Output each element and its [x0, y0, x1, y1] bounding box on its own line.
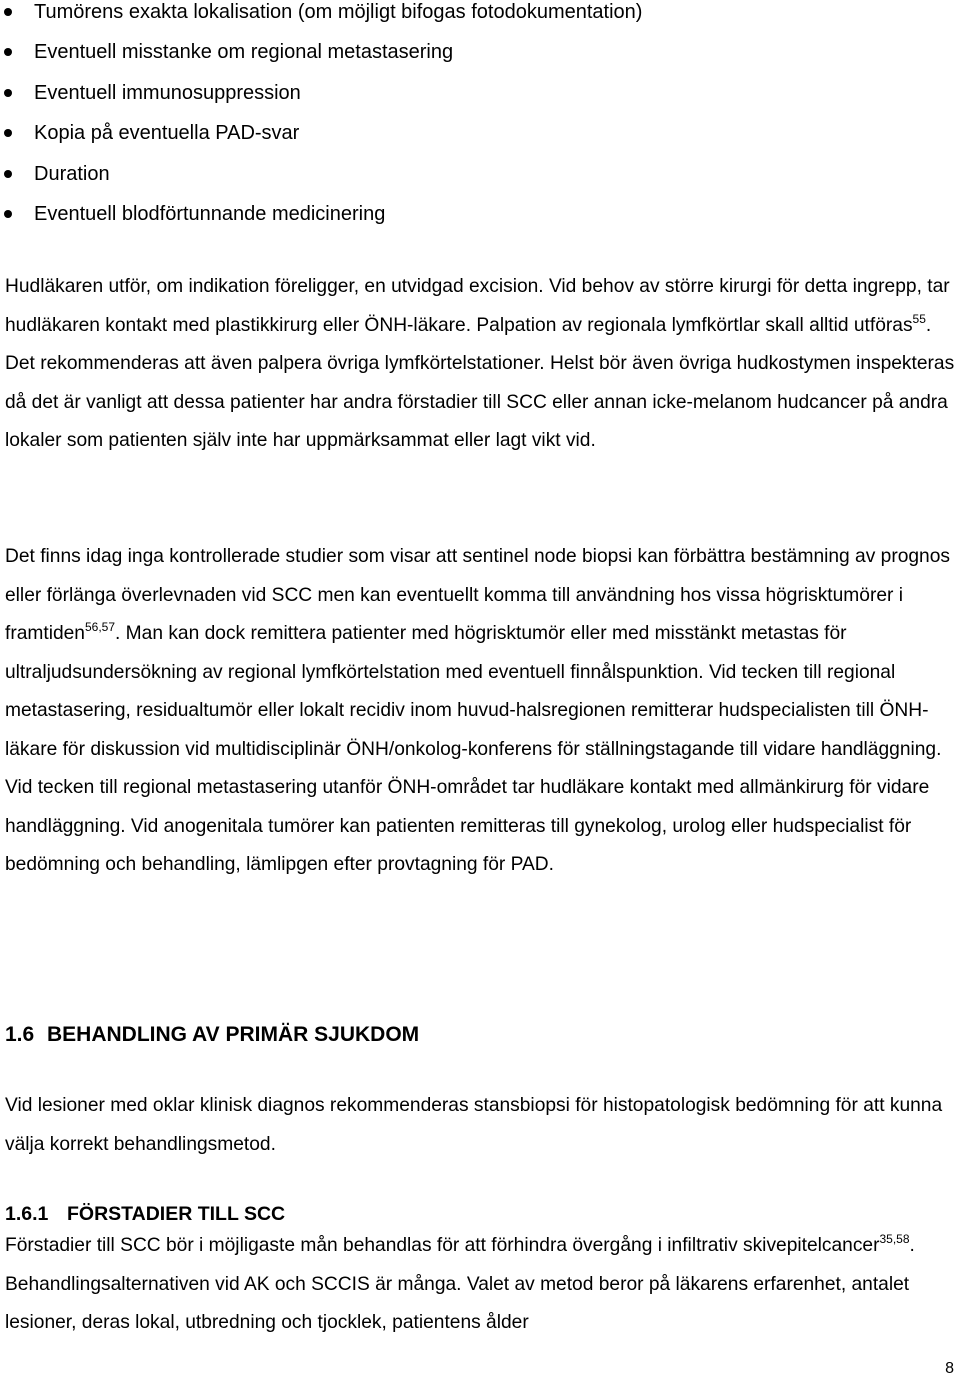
- reference-marker: 56,57: [84, 620, 116, 634]
- reference-marker: 35,58: [879, 1232, 910, 1246]
- bullet-text: Eventuell blodförtunnande medicinering: [34, 202, 386, 225]
- paragraph-excision: [5, 268, 955, 461]
- page-number: 8: [945, 1360, 954, 1377]
- paragraph-sentinel-node: [5, 538, 955, 885]
- bullet-text: Eventuell immunosuppression: [34, 81, 301, 104]
- section-title: BEHANDLING AV PRIMÄR SJUKDOM: [47, 1023, 420, 1046]
- section-number: 1.6: [5, 1023, 35, 1046]
- bullet-item: [0, 40, 930, 80]
- paragraph-text: . Det rekommenderas att även palpera övriga lymfkörtelstationer. Helst bör även övriga hudkostymen inspekteras då det är vanligt att dessa patienter har andra förstadier till SCC eller annan icke-melanom hudcancer på andra lokaler som patienten själv inte har uppmärksammat eller lagt vikt vid.: [5, 314, 955, 451]
- paragraph-text: . Man kan dock remittera patienter med högrisktumör eller med misstänkt metastas för ultraljudsundersökning av regional lymfkörtelstation med eventuell finnålspunktion. Vid tecken till regional metastasering, residualtumör eller lokalt recidiv inom huvud-halsregionen remitterar hudspecialisten till ÖNH-läkare för diskussion vid multidisciplinär ÖNH/onkolog-konferens för ställningstagande till vidare handläggning. Vid tecken till regional metastasering utanför ÖNH-området tar hudläkare kontakt med allmänkirurg för vidare handläggning. Vid anogenitala tumörer kan patienten remitteras till gynekolog, urolog eller hudspecialist för bedömning och behandling, lämlipgen efter provtagning för PAD.: [5, 623, 942, 875]
- bullet-icon: [4, 89, 12, 97]
- paragraph-text: Det finns idag inga kontrollerade studier som visar att sentinel node biopsi kan förbättra bestämning av prognos eller förlänga överlevnaden vid SCC men kan eventuellt komma till användning hos vissa högrisktumörer i framtiden: [5, 546, 950, 644]
- bullet-item: [0, 202, 930, 242]
- bullet-icon: [4, 129, 12, 137]
- bullet-icon: [4, 170, 12, 178]
- reference-marker: 55: [912, 311, 926, 326]
- bullet-item: [0, 121, 930, 161]
- bullet-text: Tumörens exakta lokalisation (om möjligt bifogas fotodokumentation): [34, 1, 643, 23]
- paragraph-forstadier: [5, 1227, 955, 1343]
- bullet-icon: [4, 210, 12, 218]
- bullet-item: [0, 81, 930, 121]
- section-heading-1-6-1: [5, 1202, 285, 1226]
- bullet-item: [0, 162, 930, 202]
- paragraph-text: Förstadier till SCC bör i möjligaste mån behandlas för att förhindra övergång i infiltrativ skivepitelcancer: [5, 1235, 880, 1256]
- paragraph-text: . Behandlingsalternativen vid AK och SCCIS är många. Valet av metod beror på läkarens erfarenhet, antalet lesioner, deras lokal, utbredning och tjocklek, patientens ålder: [5, 1235, 915, 1333]
- bullet-text: Kopia på eventuella PAD-svar: [34, 122, 300, 145]
- paragraph-text: Hudläkaren utför, om indikation föreligger, en utvidgad excision. Vid behov av större kirurgi för detta ingrepp, tar hudläkaren kontakt med plastikkirurg eller ÖNH-läkare. Palpation av regionala lymfkörtlar skall alltid utföras: [5, 276, 950, 336]
- bullet-icon: [4, 48, 12, 56]
- bullet-item: [0, 0, 930, 40]
- section-number: 1.6.1: [5, 1203, 49, 1225]
- bullet-text: Eventuell misstanke om regional metastasering: [34, 41, 454, 64]
- bullet-icon: [4, 8, 12, 16]
- bullet-text: Duration: [34, 162, 110, 185]
- section-title: FÖRSTADIER TILL SCC: [67, 1203, 286, 1225]
- section-heading-1-6: [5, 1022, 419, 1048]
- paragraph-stansbiopsi: [5, 1087, 955, 1164]
- bullet-list: [0, 0, 930, 242]
- paragraph-text: Vid lesioner med oklar klinisk diagnos rekommenderas stansbiopsi för histopatologisk bedömning för att kunna välja korrekt behandlingsmetod.: [5, 1095, 943, 1155]
